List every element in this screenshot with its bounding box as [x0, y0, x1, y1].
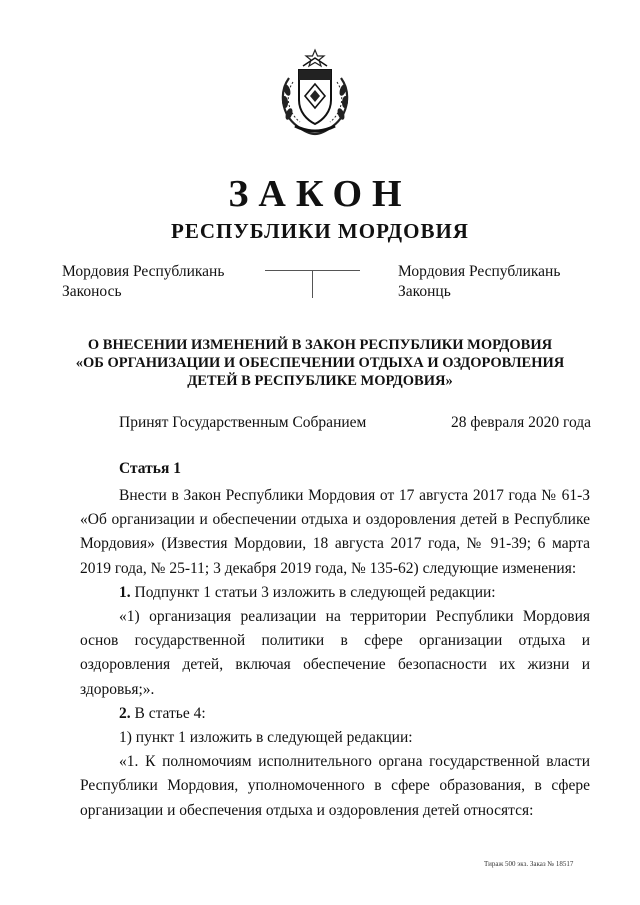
item-text: В статье 4: — [130, 704, 206, 722]
paragraph-item-1 — [80, 581, 590, 605]
item-text: Подпункт 1 статьи 3 изложить в следующей редакции: — [130, 583, 496, 601]
document-subtitle: РЕСПУБЛИКИ МОРДОВИЯ — [171, 219, 469, 243]
article-body — [80, 484, 590, 823]
moksha-title-line-1: Мордовия Республикань — [62, 263, 225, 280]
moksha-title-left — [62, 262, 224, 302]
article-heading: Статья 1 — [119, 460, 181, 477]
header-divider-vertical — [312, 270, 313, 298]
paragraph-subitem-quote: «1) организация реализации на территории Республики Мордовия основ государственной политики в сфере организации отдыха и оздоровления детей, включая обеспечение безопасности их жизни и здоровья;». — [80, 608, 590, 698]
coat-of-arms-emblem — [275, 48, 355, 136]
paragraph-subitem: 1) пункт 1 изложить в следующей редакции: — [119, 729, 413, 747]
moksha-title-line-2: Законось — [62, 283, 122, 300]
document-title: ЗАКОН — [228, 173, 412, 215]
item-number: 2. — [119, 704, 131, 722]
adoption-date: 28 февраля 2020 года — [451, 414, 592, 431]
paragraph-intro: Внести в Закон Республики Мордовия от 17 августа 2017 года № 61-З «Об организации и обеспечении отдыха и оздоровления детей в Республике Мордовия» (Известия Мордовии, 18 августа 2017 года, № 91-39; 6 марта 2019 года, № 25-11; 3 декабря 2019 года, № 135-62) следующие изменения: — [80, 487, 590, 577]
law-title — [0, 336, 640, 390]
adoption-body: Принят Государственным Собранием — [119, 414, 367, 431]
law-title-line-1: О ВНЕСЕНИИ ИЗМЕНЕНИЙ В ЗАКОН РЕСПУБЛИКИ МОРДОВИЯ — [87, 337, 553, 353]
law-title-line-3: ДЕТЕЙ В РЕСПУБЛИКЕ МОРДОВИЯ» — [187, 373, 453, 389]
erzya-title-line-1: Мордовия Республикань — [398, 263, 561, 280]
erzya-title-right — [398, 262, 560, 302]
law-title-line-2: «ОБ ОРГАНИЗАЦИИ И ОБЕСПЕЧЕНИИ ОТДЫХА И ОЗДОРОВЛЕНИЯ — [75, 355, 565, 371]
paragraph-item-2 — [80, 702, 590, 726]
paragraph-quote: «1. К полномочиям исполнительного органа государственной власти Республики Мордовия, уполномоченного в сфере образования, в сфере организации и обеспечения отдыха и оздоровления детей относятся: — [80, 753, 590, 819]
erzya-title-line-2: Законць — [398, 283, 451, 300]
print-run-footer: Тираж 500 экз. Заказ № 18517 — [484, 860, 574, 868]
item-number: 1. — [119, 583, 131, 601]
